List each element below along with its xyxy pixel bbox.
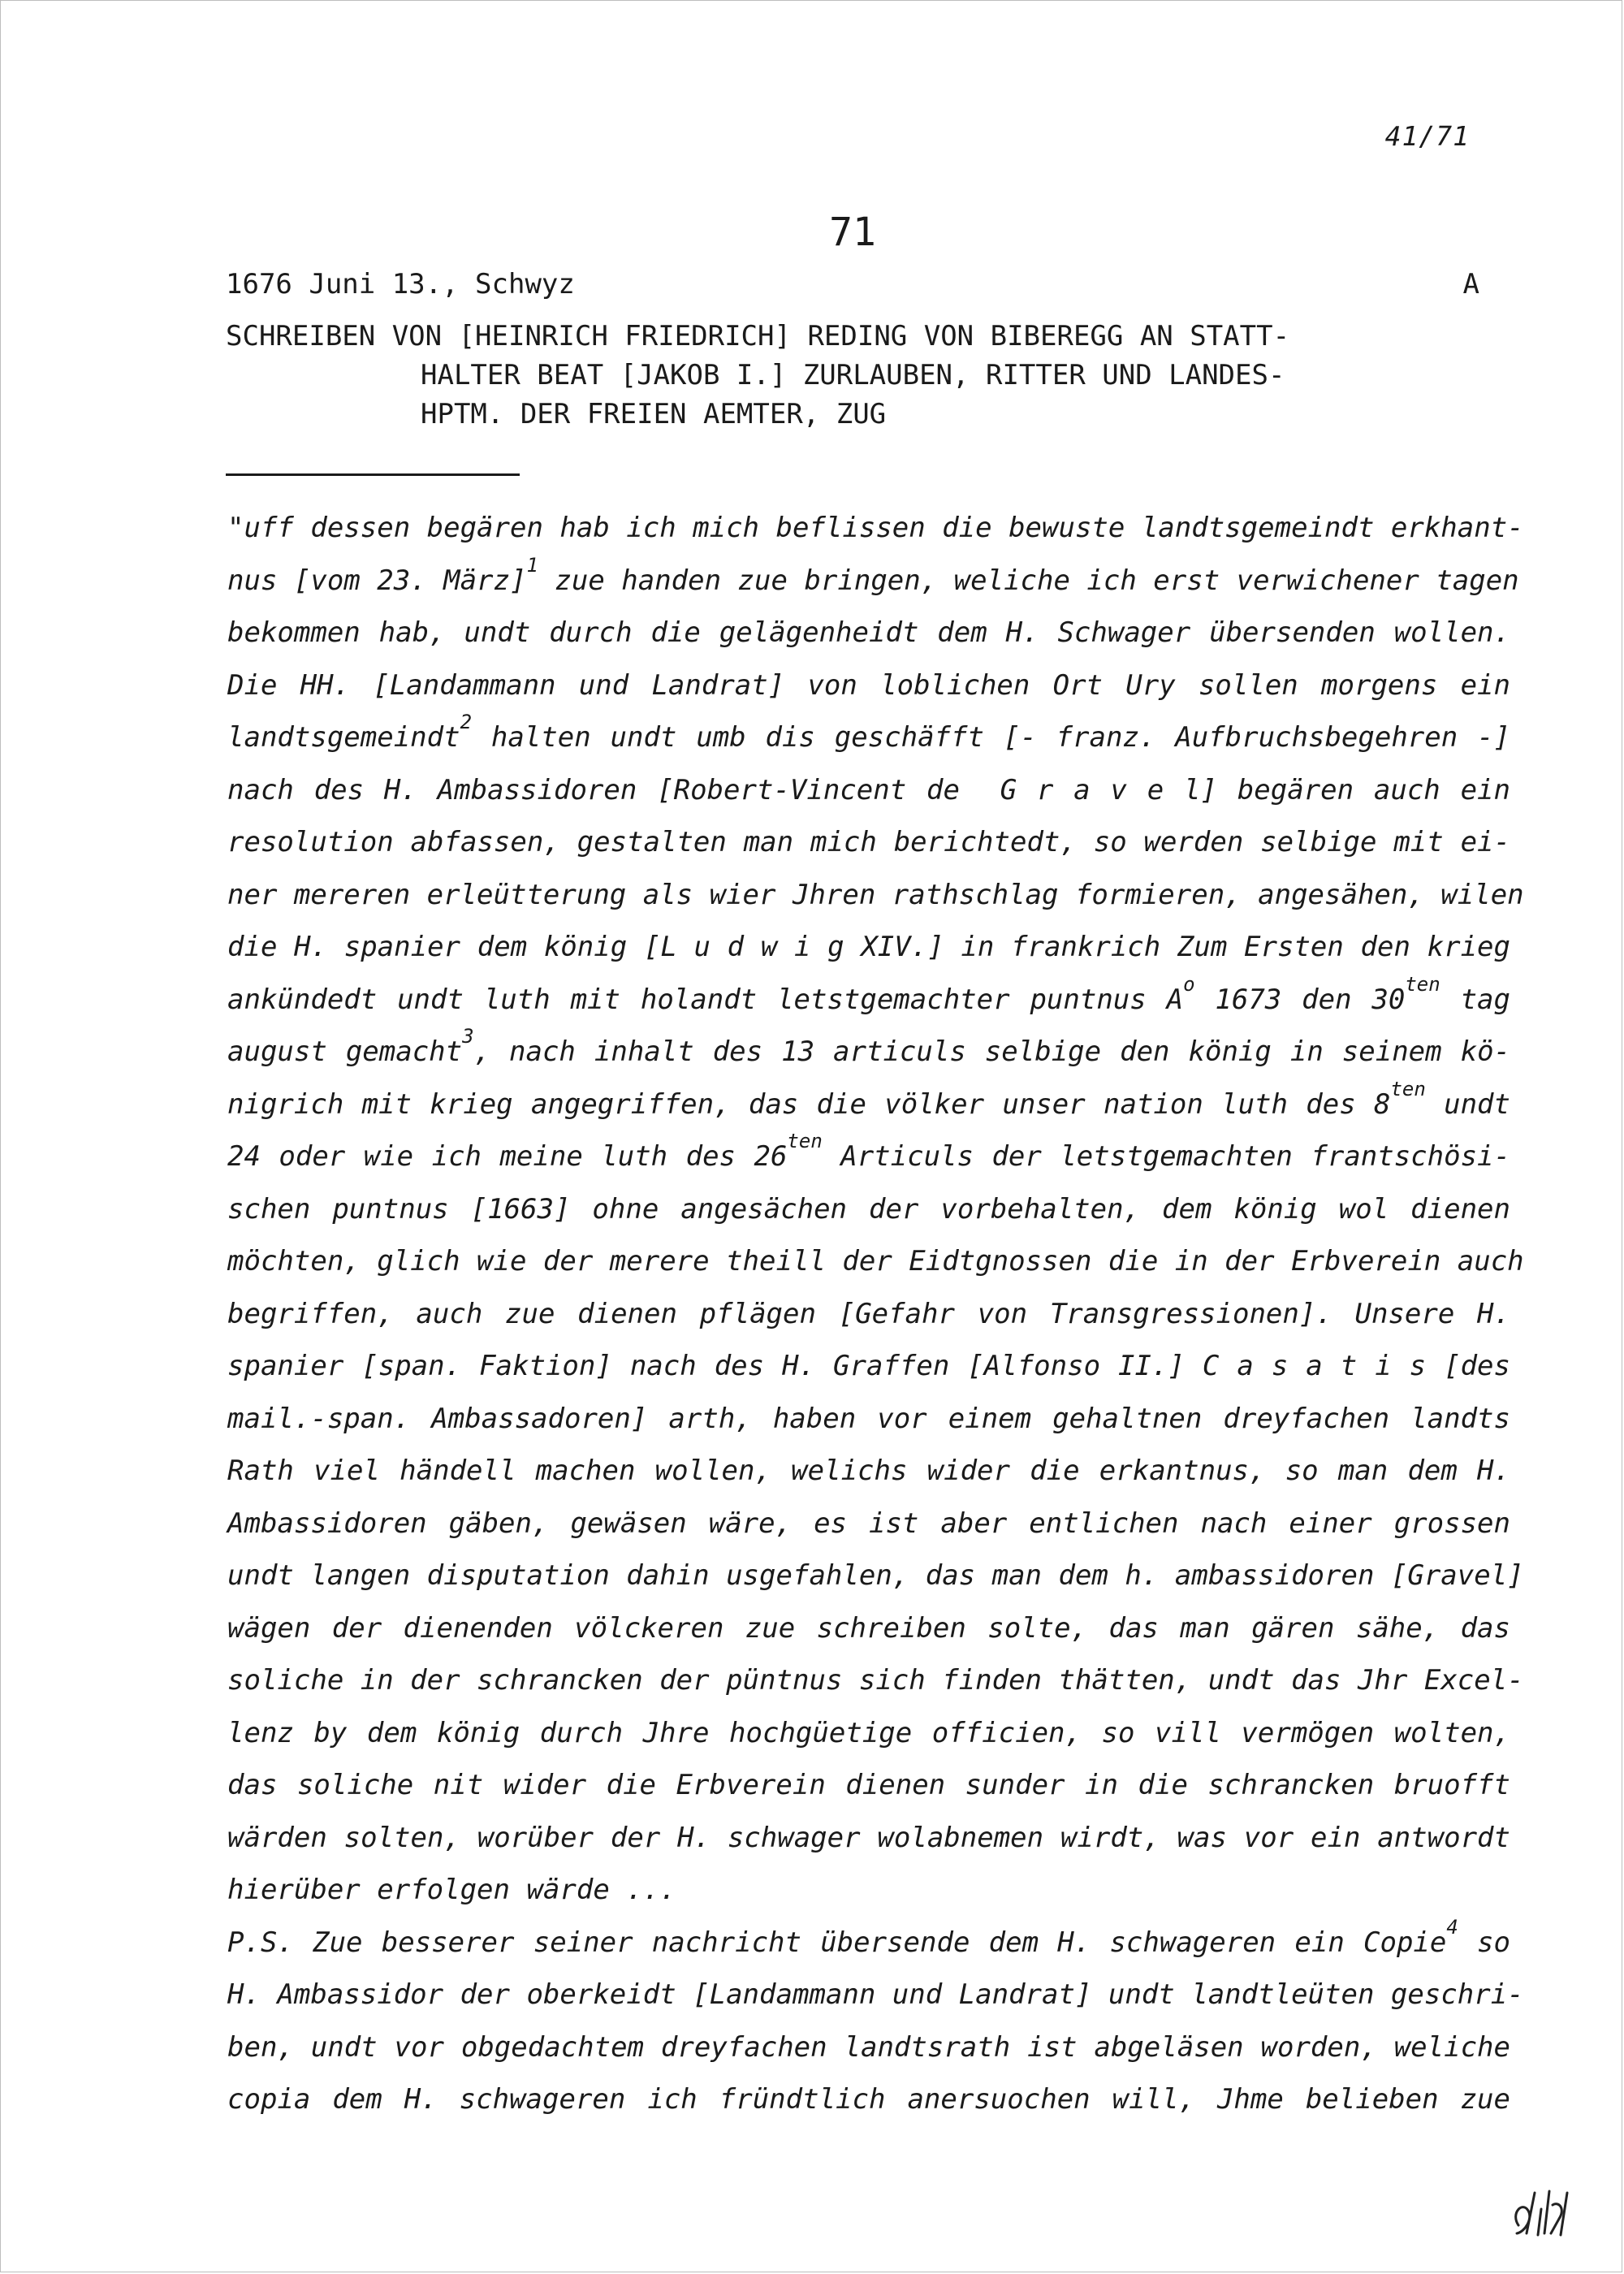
body-line: ankündedt undt luth mit holandt letstgemachter puntnus $A^o$ 1673 den $30^{ten}$ tag (227, 972, 1510, 1016)
superscript: ten (1390, 1077, 1426, 1100)
body-line: copia dem H. schwageren ich fründtlich anersuochen will, Jhme belieben zue (227, 2083, 1510, 2116)
body-line: 24 oder wie ich meine luth des $26^{ten}$ Articuls der letstgemachten frantschösi- (227, 1130, 1510, 1173)
title-line-2: HALTER BEAT [JAKOB I.] ZURLAUBEN, RITTER UND LANDES- (421, 359, 1285, 391)
body-line: wägen der dienenden völckeren zue schreiben solte, das man gären sähe, das (227, 1611, 1510, 1645)
body-line: H. Ambassidor der oberkeidt [Landammann und Landrat] undt landtleüten geschri- (227, 1978, 1524, 2011)
body-line: bekommen hab, undt durch die gelägenheidt dem H. Schwager übersenden wollen. (227, 616, 1510, 649)
body-line: wärden solten, worüber der H. schwager wolabnemen wirdt, was vor ein antwordt (227, 1821, 1510, 1854)
letter-body (227, 502, 1524, 2126)
body-line: ben, undt vor obgedachtem dreyfachen landtsrath ist abgeläsen worden, weliche (227, 2030, 1510, 2064)
body-line: august gemacht$^3$, nach inhalt des 13 articuls selbige den könig in seinem kö- (227, 1025, 1511, 1068)
body-line: lenz by dem könig durch Jhre hochgüetige officien, so vill vermögen wolten, (227, 1716, 1510, 1749)
body-line: nus [vom 23. März]$^1$ zue handen zue bringen, weliche ich erst verwichener tagen (227, 553, 1519, 597)
superscript: ten (787, 1130, 823, 1152)
version-marker: A (1462, 268, 1479, 300)
section-rule (226, 473, 520, 476)
footnote-ref: 3 (462, 1025, 474, 1048)
body-line: Ambassidoren gäben, gewäsen wäre, es ist aber entlichen nach einer grossen (227, 1507, 1510, 1540)
folio-number: 41/71 (1384, 120, 1470, 152)
body-line: soliche in der schrancken der püntnus sich finden thätten, undt das Jhr Excel- (227, 1664, 1524, 1697)
body-line: ner mereren erleütterung als wier Jhren rathschlag formieren, angesähen, wilen (227, 878, 1524, 911)
body-line: Die HH. [Landammann und Landrat] von loblichen Ort Ury sollen morgens ein (227, 668, 1510, 702)
body-line: spanier [span. Faktion] nach des H. Graffen [Alfonso II.] C a s a t i s [des (227, 1350, 1510, 1382)
body-line: hierüber erfolgen wärde ... (227, 1874, 676, 1906)
footnote-ref: 2 (460, 711, 473, 733)
body-line: möchten, glich wie der merere theill der Eidtgnossen die in der Erbverein auch (227, 1245, 1524, 1278)
body-line: begriffen, auch zue dienen pflägen [Gefahr von Transgressionen]. Unsere H. (227, 1297, 1510, 1330)
footnote-ref: 4 (1446, 1915, 1458, 1939)
body-line: die H. spanier dem könig [L u d w i g XIV.] in frankrich Zum Ersten den krieg (227, 931, 1510, 963)
body-line: nigrich mit krieg angegriffen, das die völker unser nation luth des $8^{ten}$ undt (227, 1077, 1510, 1121)
document-title (226, 317, 1509, 434)
superscript: o (1183, 972, 1195, 996)
body-line: P.S. Zue besserer seiner nachricht übersende dem H. schwageren ein Copie$^4$ so (227, 1915, 1510, 1959)
body-line: landtsgemeindt$^2$ halten undt umb dis geschäfft [- franz. Aufbruchsbegehren -] (227, 711, 1510, 754)
title-line-3: HPTM. DER FREIEN AEMTER, ZUG (421, 398, 887, 430)
superscript: ten (1405, 972, 1440, 996)
body-line: "uff dessen begären hab ich mich beflissen die bewuste landtsgemeindt erkhant- (227, 512, 1524, 544)
document-number: 71 (829, 210, 876, 255)
date-place: 1676 Juni 13., Schwyz (226, 268, 575, 300)
title-line-1: SCHREIBEN VON [HEINRICH FRIEDRICH] REDING VON BIBEREGG AN STATT- (226, 320, 1290, 352)
body-line: undt langen disputation dahin usgefahlen, das man dem h. ambassidoren [Gravel] (227, 1559, 1524, 1592)
body-line: resolution abfassen, gestalten man mich berichtedt, so werden selbige mit ei- (227, 826, 1510, 858)
body-line: Rath viel händell machen wollen, welichs wider die erkantnus, so man dem H. (227, 1455, 1510, 1487)
body-line: das soliche nit wider die Erbverein dienen sunder in die schrancken bruofft (227, 1769, 1510, 1801)
handwritten-mark (1502, 2168, 1592, 2242)
body-line: nach des H. Ambassidoren [Robert-Vincent de G r a v e l] begären auch ein (227, 773, 1510, 806)
body-line: schen puntnus [1663] ohne angesächen der vorbehalten, dem könig wol dienen (227, 1192, 1510, 1226)
body-line: mail.-span. Ambassadoren] arth, haben vor einem gehaltnen dreyfachen landts (227, 1402, 1510, 1435)
dateline (226, 268, 1479, 300)
footnote-ref: 1 (526, 553, 538, 577)
